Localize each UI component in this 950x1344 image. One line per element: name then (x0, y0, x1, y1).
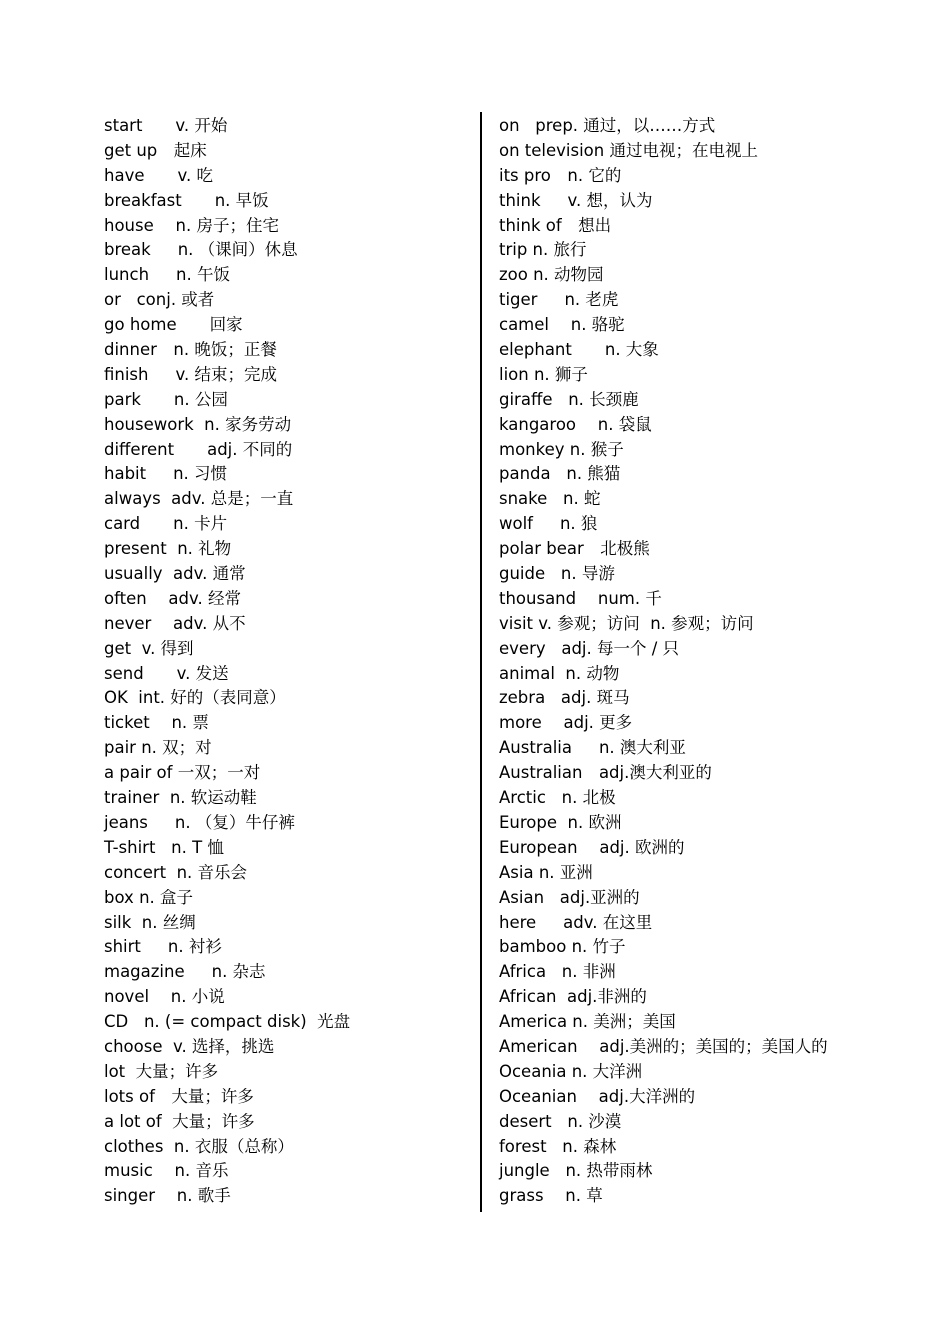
vocab-entry: think of 想出 (499, 215, 612, 235)
vocab-entry: kangaroo n. 袋鼠 (499, 414, 652, 434)
vocab-entry: Arctic n. 北极 (499, 788, 616, 808)
vocab-entry: bamboo n. 竹子 (499, 937, 626, 957)
left-vocabulary-column (104, 114, 474, 1209)
vocab-entry: elephant n. 大象 (499, 340, 659, 360)
vocab-entry: America n. 美洲；美国 (499, 1012, 676, 1032)
vocab-entry: ticket n. 票 (104, 713, 209, 733)
vocab-entry: American adj.美洲的；美国的；美国人的 (499, 1036, 828, 1056)
vocab-entry: habit n. 习惯 (104, 464, 228, 484)
vocab-entry: novel n. 小说 (104, 987, 225, 1007)
vocab-entry: house n. 房子；住宅 (104, 215, 279, 235)
vocab-entry: snake n. 蛇 (499, 489, 601, 509)
vocab-entry: zoo n. 动物园 (499, 265, 604, 285)
vocab-entry: think v. 想，认为 (499, 190, 653, 210)
vocab-entry: T-shirt n. T 恤 (104, 837, 224, 857)
vocab-entry: forest n. 森林 (499, 1136, 617, 1156)
vocab-entry: thousand num. 千 (499, 588, 662, 608)
vocab-entry: box n. 盒子 (104, 887, 194, 907)
vocab-entry: panda n. 熊猫 (499, 464, 621, 484)
vocab-entry: concert n. 音乐会 (104, 862, 248, 882)
vocab-entry: or conj. 或者 (104, 290, 215, 310)
vocab-entry: polar bear 北极熊 (499, 539, 650, 559)
vocab-entry: usually adv. 通常 (104, 564, 246, 584)
vocab-entry: break n. （课间）休息 (104, 240, 298, 260)
vocab-entry: grass n. 草 (499, 1186, 603, 1206)
vocab-entry: different adj. 不同的 (104, 439, 293, 459)
column-divider (480, 112, 482, 1212)
vocab-entry: never adv. 从不 (104, 613, 246, 633)
vocab-entry: European adj. 欧洲的 (499, 837, 685, 857)
vocab-entry: lunch n. 午饭 (104, 265, 230, 285)
vocab-entry: every adj. 每一个 / 只 (499, 638, 680, 658)
vocab-entry: wolf n. 狼 (499, 514, 598, 534)
vocab-entry: have v. 吃 (104, 165, 213, 185)
vocab-entry: clothes n. 衣服（总称） (104, 1136, 294, 1156)
vocab-entry: send v. 发送 (104, 663, 229, 683)
vocab-entry: guide n. 导游 (499, 564, 615, 584)
vocab-entry: on television 通过电视；在电视上 (499, 140, 758, 160)
vocab-entry: music n. 音乐 (104, 1161, 229, 1181)
vocab-entry: OK int. 好的（表同意） (104, 688, 286, 708)
vocab-entry: silk n. 丝绸 (104, 912, 196, 932)
vocab-entry: its pro n. 它的 (499, 165, 622, 185)
vocab-entry: lots of 大量；许多 (104, 1086, 254, 1106)
vocab-entry: Oceanian adj.大洋洲的 (499, 1086, 696, 1106)
vocab-entry: present n. 礼物 (104, 539, 232, 559)
vocab-entry: desert n. 沙漠 (499, 1111, 622, 1131)
vocab-entry: dinner n. 晚饭；正餐 (104, 340, 277, 360)
vocab-entry: visit v. 参观；访问 n. 参观；访问 (499, 613, 754, 633)
vocab-entry: pair n. 双；对 (104, 738, 212, 758)
vocab-entry: CD n. (= compact disk) 光盘 (104, 1012, 351, 1032)
vocab-entry: often adv. 经常 (104, 588, 241, 608)
vocab-entry: magazine n. 杂志 (104, 962, 266, 982)
vocab-entry: choose v. 选择，挑选 (104, 1036, 275, 1056)
vocab-entry: trainer n. 软运动鞋 (104, 788, 257, 808)
vocab-entry: tiger n. 老虎 (499, 290, 619, 310)
right-vocabulary-column (499, 114, 939, 1209)
vocab-entry: park n. 公园 (104, 389, 228, 409)
vocab-entry: shirt n. 衬衫 (104, 937, 222, 957)
vocab-entry: go home 回家 (104, 315, 243, 335)
vocab-entry: get up 起床 (104, 140, 207, 160)
vocab-entry: on prep. 通过，以……方式 (499, 116, 716, 135)
vocab-entry: Oceania n. 大洋洲 (499, 1061, 643, 1081)
vocab-entry: lot 大量；许多 (104, 1061, 219, 1081)
vocab-entry: a pair of 一双；一对 (104, 763, 261, 783)
vocab-entry: jungle n. 热带雨林 (499, 1161, 653, 1181)
vocab-entry: Australian adj.澳大利亚的 (499, 763, 712, 783)
vocab-entry: card n. 卡片 (104, 514, 228, 534)
vocab-entry: housework n. 家务劳动 (104, 414, 292, 434)
vocab-entry: Africa n. 非洲 (499, 962, 616, 982)
vocab-entry: here adv. 在这里 (499, 912, 653, 932)
vocab-entry: Europe n. 欧洲 (499, 812, 622, 832)
vocab-entry: lion n. 狮子 (499, 364, 588, 384)
vocab-entry: more adj. 更多 (499, 713, 633, 733)
vocab-entry: get v. 得到 (104, 638, 194, 658)
vocab-entry: start v. 开始 (104, 116, 228, 135)
vocab-entry: Asia n. 亚洲 (499, 862, 593, 882)
vocab-entry: African adj.非洲的 (499, 987, 647, 1007)
vocab-entry: always adv. 总是；一直 (104, 489, 294, 509)
vocab-entry: trip n. 旅行 (499, 240, 587, 260)
vocab-entry: singer n. 歌手 (104, 1186, 231, 1206)
vocab-entry: camel n. 骆驼 (499, 315, 625, 335)
vocab-entry: zebra adj. 斑马 (499, 688, 630, 708)
vocab-entry: jeans n. （复）牛仔裤 (104, 812, 295, 832)
vocab-entry: a lot of 大量；许多 (104, 1111, 255, 1131)
vocab-entry: Asian adj.亚洲的 (499, 887, 640, 907)
vocab-entry: Australia n. 澳大利亚 (499, 738, 686, 758)
vocab-entry: monkey n. 猴子 (499, 439, 624, 459)
vocab-entry: animal n. 动物 (499, 663, 620, 683)
vocab-entry: giraffe n. 长颈鹿 (499, 389, 639, 409)
vocab-entry: breakfast n. 早饭 (104, 190, 269, 210)
vocab-entry: finish v. 结束；完成 (104, 364, 277, 384)
